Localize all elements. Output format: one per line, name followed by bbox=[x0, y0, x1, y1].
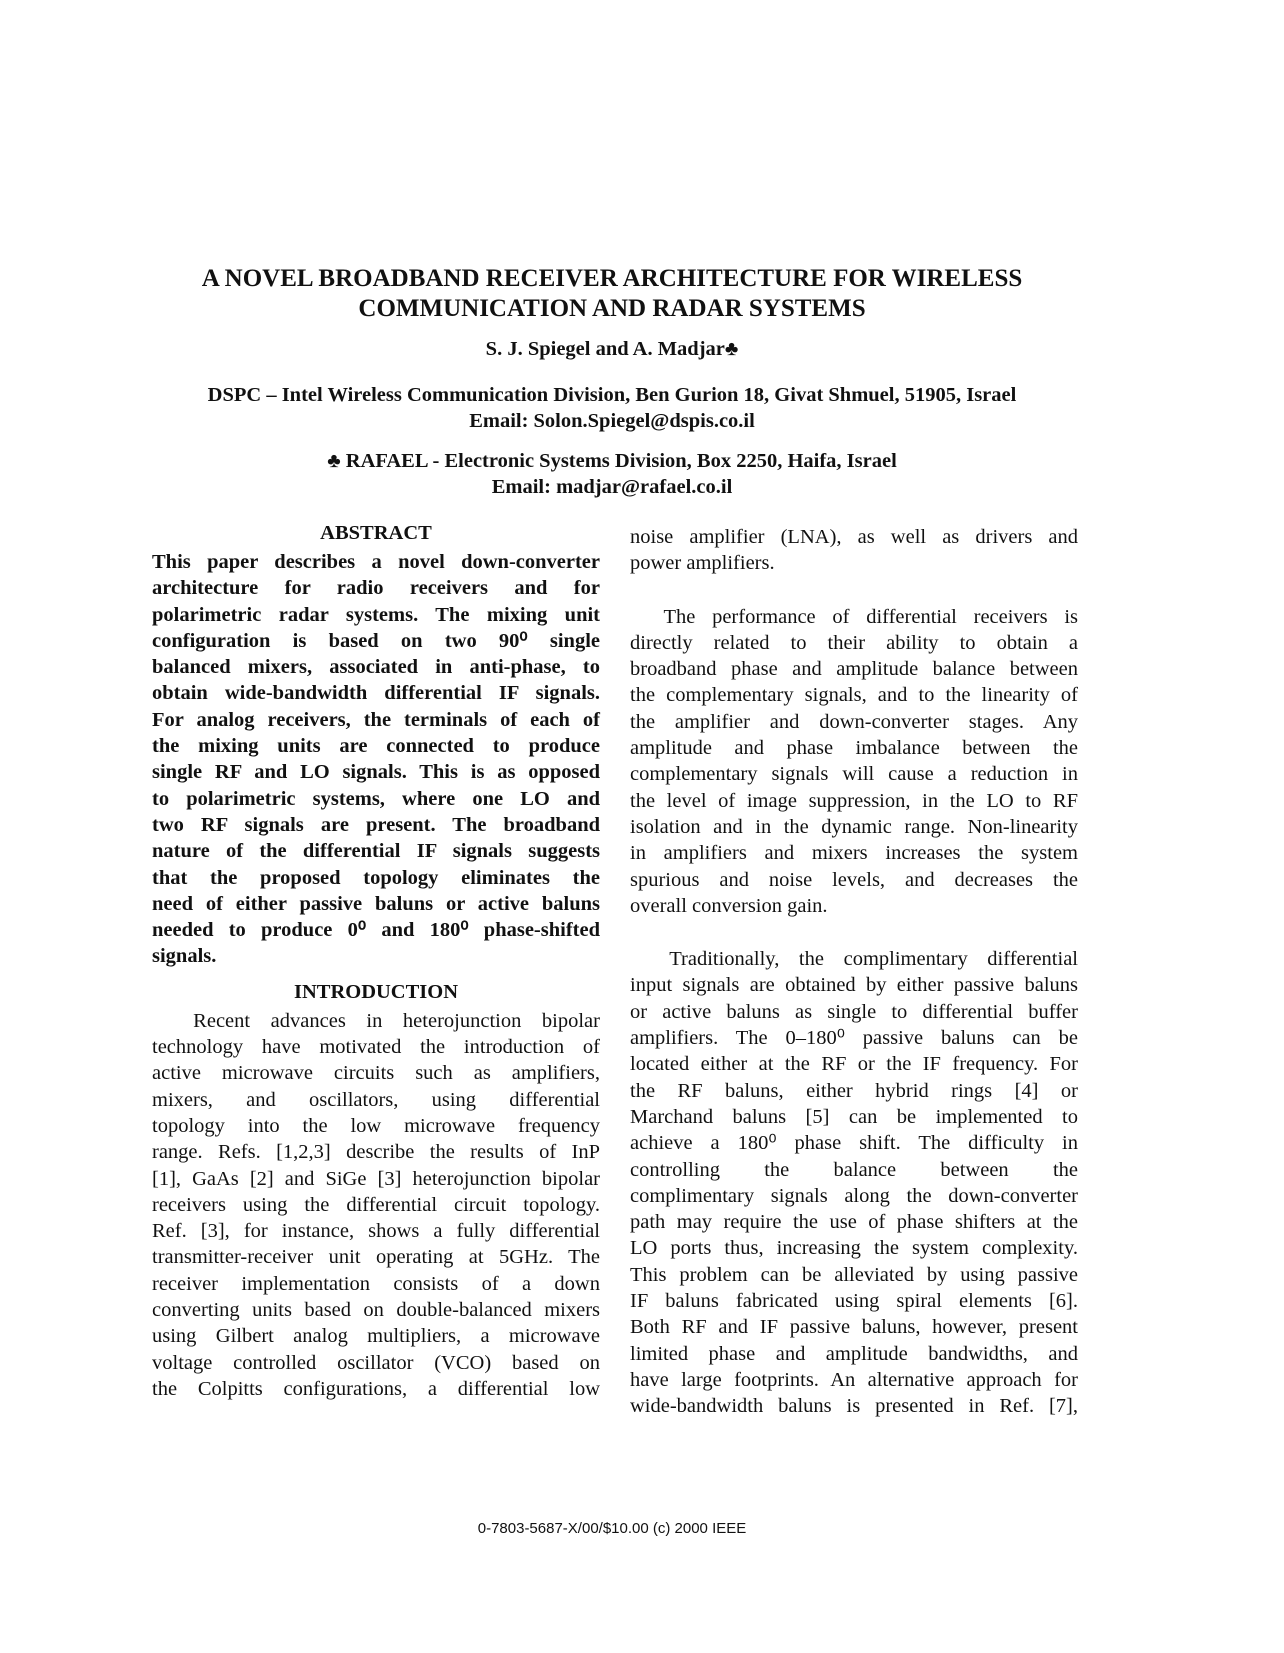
text-line: This paper describes a novel down-converter bbox=[152, 551, 600, 573]
text-line: architecture for radio receivers and for bbox=[152, 577, 600, 600]
affiliation-1-text: DSPC – Intel Wireless Communication Division, Ben Gurion 18, Givat Shmuel, 51905, Israel bbox=[207, 384, 1017, 406]
text-line: polarimetric radar systems. The mixing unit bbox=[152, 603, 600, 626]
copyright-footer: 0-7803-5687-X/00/$10.00 (c) 2000 IEEE bbox=[477, 1520, 747, 1537]
text-line: receiver implementation consists of a down bbox=[152, 1272, 600, 1295]
text-line: spurious and noise levels, and decreases the bbox=[630, 868, 1078, 891]
affiliation-1 bbox=[0, 382, 1224, 408]
introduction-body bbox=[152, 1008, 600, 1402]
text-line: LO ports thus, increasing the system complexity. bbox=[630, 1237, 1078, 1260]
affiliation-2: ♣ RAFAEL - Electronic Systems Division, Box 2250, Haifa, Israel bbox=[327, 450, 897, 472]
text-line: wide-bandwidth baluns is presented in Ref. [7], bbox=[630, 1395, 1078, 1418]
text-line: need of either passive baluns or active baluns bbox=[152, 892, 600, 915]
text-line: active microwave circuits such as amplifiers, bbox=[152, 1062, 600, 1085]
abstract-heading: ABSTRACT bbox=[320, 522, 432, 544]
text-line: the amplifier and down-converter stages. Any bbox=[630, 710, 1078, 733]
text-line: limited phase and amplitude bandwidths, and bbox=[630, 1342, 1078, 1365]
title-line: A NOVEL BROADBAND RECEIVER ARCHITECTURE FOR WIRELESS bbox=[201, 265, 1023, 292]
text-line: the RF baluns, either hybrid rings [4] or bbox=[630, 1079, 1078, 1102]
text-line: controlling the balance between the bbox=[630, 1158, 1078, 1181]
text-line: or active baluns as single to differential buffer bbox=[630, 1000, 1078, 1023]
text-line: Traditionally, the complimentary differential bbox=[630, 948, 1078, 971]
paragraph bbox=[630, 524, 1078, 577]
text-line: that the proposed topology eliminates the bbox=[152, 866, 600, 889]
text-line: broadband phase and amplitude balance between bbox=[630, 658, 1078, 681]
text-line: [1], GaAs [2] and SiGe [3] heterojunction bipolar bbox=[152, 1167, 600, 1190]
email-2: Email: madjar@rafael.co.il bbox=[491, 476, 733, 498]
email-1: Email: Solon.Spiegel@dspis.co.il bbox=[469, 410, 755, 432]
text-line: topology into the low microwave frequency bbox=[152, 1114, 600, 1137]
text-line: obtain wide-bandwidth differential IF signals. bbox=[152, 682, 600, 705]
text-line: nature of the differential IF signals suggests bbox=[152, 840, 600, 863]
paragraph bbox=[630, 604, 1078, 920]
text-line: complimentary signals along the down-converter bbox=[630, 1184, 1078, 1207]
title-line: COMMUNICATION AND RADAR SYSTEMS bbox=[358, 295, 866, 322]
text-line: configuration is based on two 90⁰ single bbox=[152, 629, 600, 652]
text-line: power amplifiers. bbox=[630, 552, 775, 575]
text-line: converting units based on double-balanced mixers bbox=[152, 1299, 600, 1322]
text-line: using Gilbert analog multipliers, a microwave bbox=[152, 1325, 600, 1348]
text-line: The performance of differential receivers is bbox=[630, 605, 1078, 628]
text-line: signals. bbox=[152, 945, 217, 968]
text-line: single RF and LO signals. This is as opposed bbox=[152, 761, 600, 784]
text-line: amplifiers. The 0–180⁰ passive baluns can be bbox=[630, 1027, 1078, 1050]
text-line: balanced mixers, associated in anti-phase, to bbox=[152, 656, 600, 679]
text-line: Both RF and IF passive baluns, however, present bbox=[630, 1316, 1078, 1339]
text-line: Marchand baluns [5] can be implemented to bbox=[630, 1105, 1078, 1128]
text-line: Ref. [3], for instance, shows a fully differential bbox=[152, 1220, 600, 1243]
text-line: the complementary signals, and to the linearity of bbox=[630, 684, 1078, 707]
abstract-body bbox=[152, 549, 600, 970]
text-line: noise amplifier (LNA), as well as drivers and bbox=[630, 526, 1078, 548]
text-line: path may require the use of phase shifters at the bbox=[630, 1211, 1078, 1234]
left-column bbox=[152, 517, 600, 1402]
right-column bbox=[630, 524, 1078, 1420]
text-line: complementary signals will cause a reduction in bbox=[630, 763, 1078, 786]
paragraph bbox=[630, 946, 1078, 1419]
text-line: This problem can be alleviated by using passive bbox=[630, 1263, 1078, 1286]
text-line: mixers, and oscillators, using differential bbox=[152, 1088, 600, 1111]
text-line: transmitter-receiver unit operating at 5GHz. The bbox=[152, 1246, 600, 1269]
text-line: have large footprints. An alternative approach for bbox=[630, 1368, 1078, 1391]
text-line: IF baluns fabricated using spiral elements [6]. bbox=[630, 1290, 1078, 1313]
text-line: overall conversion gain. bbox=[630, 894, 828, 917]
text-line: receivers using the differential circuit topology. bbox=[152, 1193, 600, 1216]
text-line: the level of image suppression, in the LO to RF bbox=[630, 789, 1078, 812]
introduction-heading: INTRODUCTION bbox=[293, 980, 459, 1003]
text-line: located either at the RF or the IF frequency. For bbox=[630, 1053, 1078, 1076]
text-line: Recent advances in heterojunction bipolar bbox=[152, 1009, 600, 1032]
text-line: voltage controlled oscillator (VCO) based on bbox=[152, 1351, 600, 1374]
text-line: range. Refs. [1,2,3] describe the results of InP bbox=[152, 1141, 600, 1164]
text-line: technology have motivated the introduction of bbox=[152, 1036, 600, 1059]
paper-title bbox=[0, 264, 1224, 324]
text-line: directly related to their ability to obtain a bbox=[630, 631, 1078, 654]
text-line: For analog receivers, the terminals of each of bbox=[152, 708, 600, 731]
text-line: to polarimetric systems, where one LO and bbox=[152, 787, 600, 810]
text-line: achieve a 180⁰ phase shift. The difficulty in bbox=[630, 1132, 1078, 1155]
text-line: input signals are obtained by either passive baluns bbox=[630, 974, 1078, 997]
text-line: isolation and in the dynamic range. Non-linearity bbox=[630, 815, 1078, 838]
text-line: the Colpitts configurations, a differential low bbox=[152, 1377, 600, 1400]
text-line: the mixing units are connected to produce bbox=[152, 735, 600, 758]
authors: S. J. Spiegel and A. Madjar♣ bbox=[485, 338, 739, 360]
text-line: amplitude and phase imbalance between the bbox=[630, 737, 1078, 760]
text-line: two RF signals are present. The broadband bbox=[152, 813, 600, 836]
text-line: needed to produce 0⁰ and 180⁰ phase-shifted bbox=[152, 919, 600, 942]
text-line: in amplifiers and mixers increases the system bbox=[630, 842, 1078, 865]
